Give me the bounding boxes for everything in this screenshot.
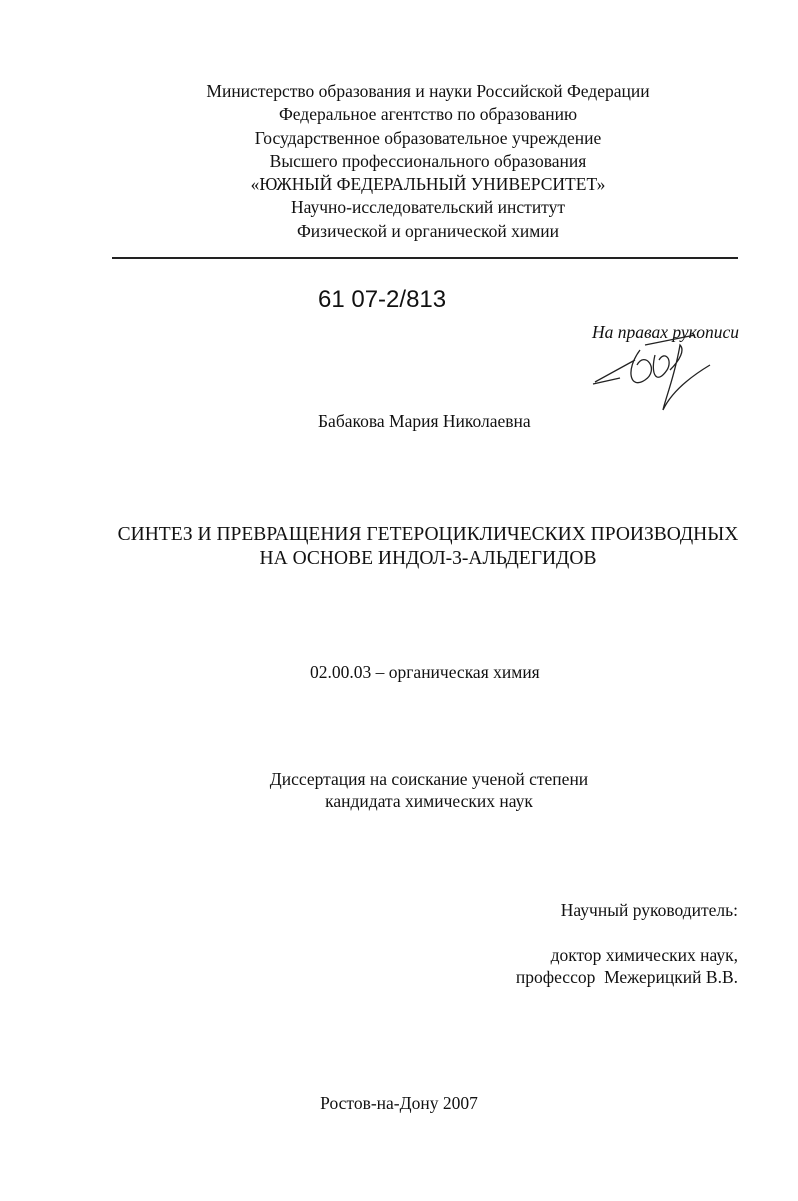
- header-line: Высшего профессионального образования: [269, 150, 587, 171]
- supervisor-line: профессор Межерицкий В.В.: [515, 967, 738, 987]
- horizontal-rule: [112, 257, 738, 259]
- degree-line: Диссертация на соискание ученой степени: [269, 769, 589, 789]
- dissertation-title: [100, 523, 756, 571]
- specialty: 02.00.03 – органическая химия: [310, 662, 540, 682]
- signature: [585, 330, 725, 420]
- header-line: Научно-исследовательский институт: [290, 197, 565, 218]
- degree-statement: [200, 768, 658, 812]
- city-year: Ростов-на-Дону 2007: [320, 1093, 478, 1113]
- header-line: Государственное образовательное учреждение: [254, 127, 602, 148]
- catalog-code: 61 07-2/813: [318, 286, 447, 313]
- header-line: «ЮЖНЫЙ ФЕДЕРАЛЬНЫЙ УНИВЕРСИТЕТ»: [250, 174, 606, 195]
- title-line: СИНТЕЗ И ПРЕВРАЩЕНИЯ ГЕТЕРОЦИКЛИЧЕСКИХ ПРОИЗВОДНЫХ: [117, 524, 739, 545]
- header-line: Федеральное агентство по образованию: [278, 104, 578, 125]
- supervisor-line: доктор химических наук,: [550, 945, 738, 965]
- title-line: НА ОСНОВЕ ИНДОЛ-3-АЛЬДЕГИДОВ: [259, 548, 597, 569]
- supervisor-info: [516, 944, 738, 988]
- institution-header: [160, 80, 696, 243]
- header-line: Министерство образования и науки Российской Федерации: [206, 81, 650, 101]
- header-line: Физической и органической химии: [296, 220, 560, 241]
- degree-line: кандидата химических наук: [325, 791, 533, 811]
- author-name: Бабакова Мария Николаевна: [318, 411, 531, 431]
- manuscript-note: На правах рукописи: [592, 322, 739, 342]
- supervisor-label: Научный руководитель:: [560, 900, 738, 920]
